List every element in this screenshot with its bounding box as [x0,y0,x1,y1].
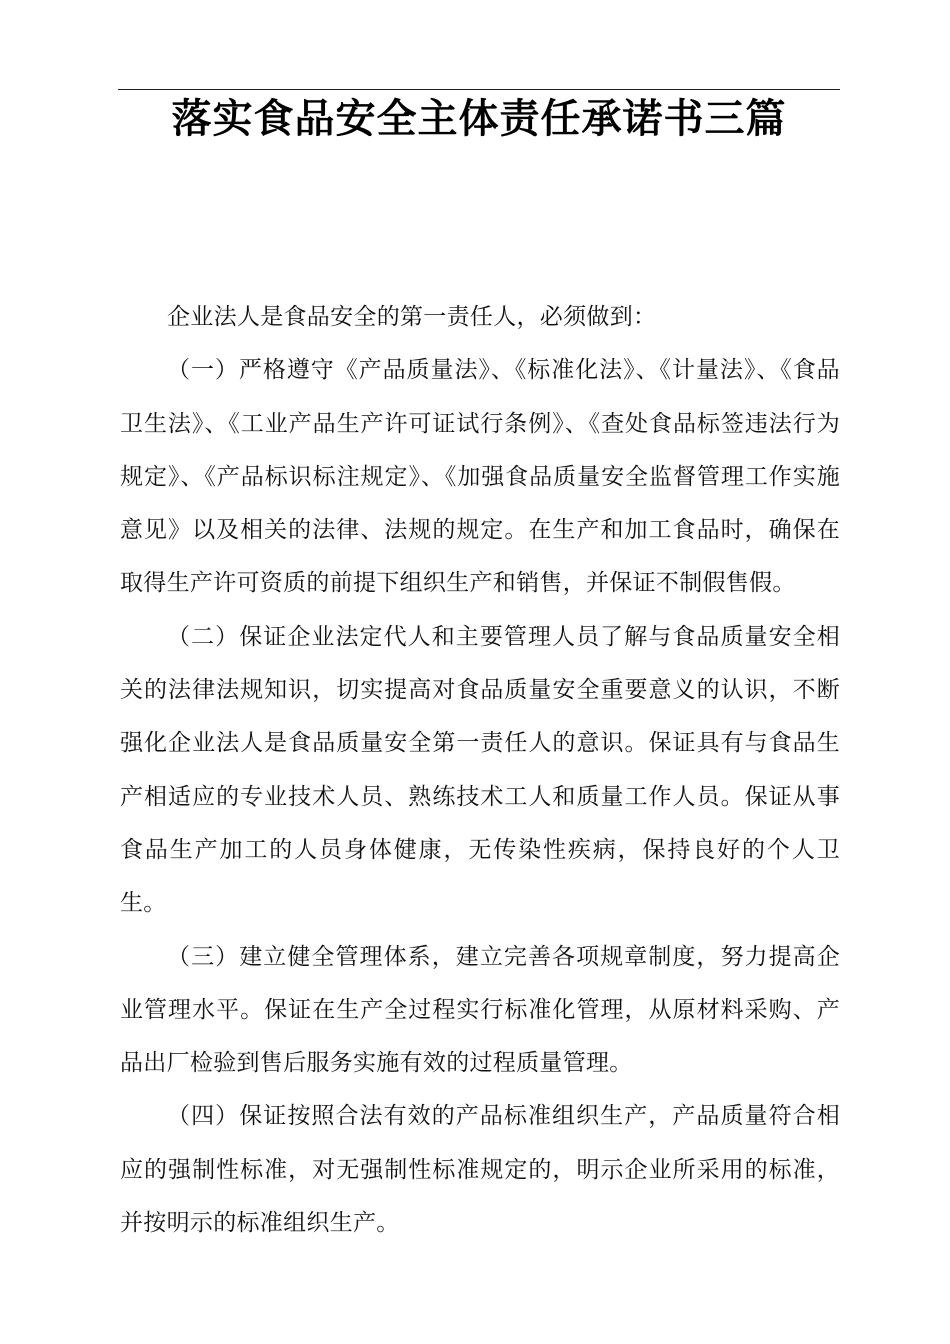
document-body [120,291,840,1250]
document-title: 落实食品安全主体责任承诺书三篇 [171,96,787,142]
paragraph-item-3: （三）建立健全管理体系，建立完善各项规章制度，努力提高企业管理水平。保证在生产全过程实行标准化管理，从原材料采购、产品出厂检验到售后服务实施有效的过程质量管理。 [120,943,840,1077]
header-rule [118,89,840,90]
paragraph-intro: 企业法人是食品安全的第一责任人，必须做到： [167,304,657,330]
paragraph-item-4: （四）保证按照合法有效的产品标准组织生产，产品质量符合相应的强制性标准，对无强制性标准规定的，明示企业所采用的标准，并按明示的标准组织生产。 [120,1103,840,1237]
paragraph-item-1: （一）严格遵守《产品质量法》、《标准化法》、《计量法》、《食品卫生法》、《工业产品生产许可证试行条例》、《查处食品标签违法行为规定》、《产品标识标注规定》、《加强食品质量安全监督管理工作实施意见》以及相关的法律、法规的规定。在生产和加工食品时，确保在取得生产许可资质的前提下组织生产和销售，并保证不制假售假。 [120,357,840,597]
paragraph-item-2: （二）保证企业法定代人和主要管理人员了解与食品质量安全相关的法律法规知识，切实提高对食品质量安全重要意义的认识，不断强化企业法人是食品质量安全第一责任人的意识。保证具有与食品生产相适应的专业技术人员、熟练技术工人和质量工作人员。保证从事食品生产加工的人员身体健康，无传染性疾病，保持良好的个人卫生。 [120,623,840,917]
